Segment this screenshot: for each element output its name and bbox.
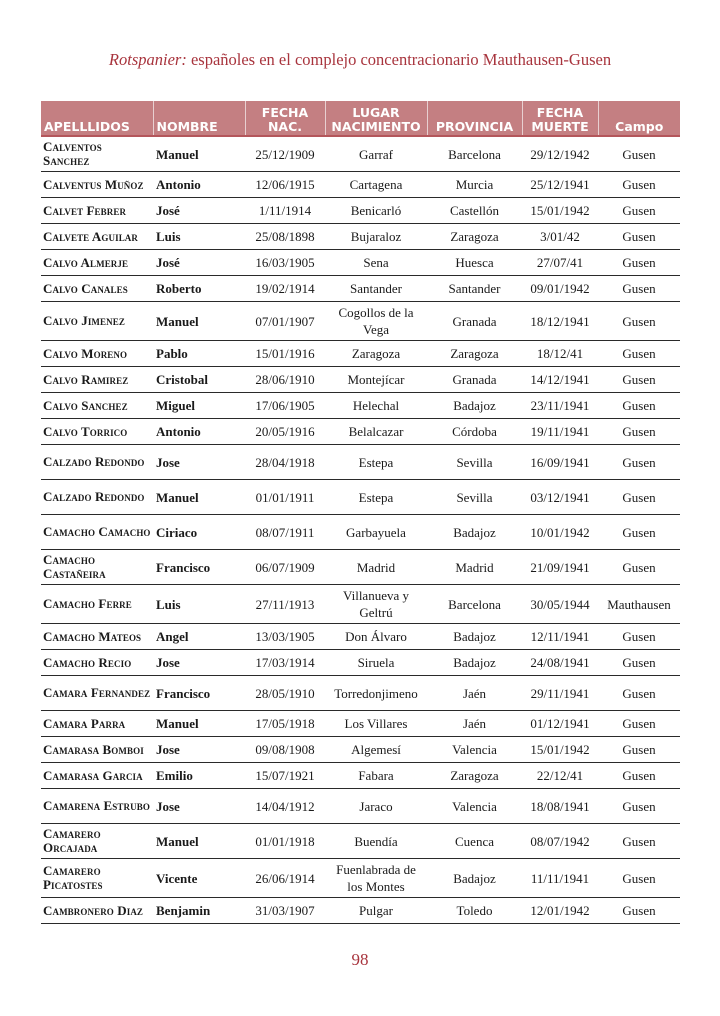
cell-apellidos: Camarero Orcajada bbox=[41, 824, 153, 859]
cell-apellidos: Calvet Febrer bbox=[41, 198, 153, 224]
cell-fecha-nac: 28/06/1910 bbox=[245, 367, 325, 393]
cell-lugar-nacimiento: Jaraco bbox=[325, 789, 427, 824]
cell-apellidos: Calvo Canales bbox=[41, 276, 153, 302]
cell-campo: Gusen bbox=[598, 515, 680, 550]
running-head bbox=[0, 50, 720, 70]
cell-fecha-muerte: 29/12/1942 bbox=[522, 136, 598, 172]
cell-fecha-nac: 01/01/1918 bbox=[245, 824, 325, 859]
cell-nombre: Cristobal bbox=[153, 367, 245, 393]
cell-campo: Gusen bbox=[598, 419, 680, 445]
header-apellidos: APELLLIDOS bbox=[41, 101, 153, 136]
cell-lugar-nacimiento: Estepa bbox=[325, 445, 427, 480]
cell-campo: Gusen bbox=[598, 198, 680, 224]
cell-provincia: Murcia bbox=[427, 172, 522, 198]
cell-provincia: Castellón bbox=[427, 198, 522, 224]
cell-provincia: Valencia bbox=[427, 737, 522, 763]
table-row bbox=[41, 763, 680, 789]
cell-fecha-muerte: 15/01/1942 bbox=[522, 198, 598, 224]
cell-campo: Gusen bbox=[598, 550, 680, 585]
cell-nombre: Antonio bbox=[153, 419, 245, 445]
table-row bbox=[41, 711, 680, 737]
cell-apellidos: Calzado Redondo bbox=[41, 445, 153, 480]
cell-provincia: Barcelona bbox=[427, 585, 522, 624]
running-head-text: españoles en el complejo concentracionario Mauthausen-Gusen bbox=[186, 50, 612, 69]
deportees-table bbox=[41, 101, 680, 924]
cell-campo: Gusen bbox=[598, 172, 680, 198]
table-row bbox=[41, 585, 680, 624]
cell-nombre: Manuel bbox=[153, 480, 245, 515]
header-provincia: PROVINCIA bbox=[427, 101, 522, 136]
cell-fecha-muerte: 18/08/1941 bbox=[522, 789, 598, 824]
cell-fecha-nac: 19/02/1914 bbox=[245, 276, 325, 302]
table-row bbox=[41, 624, 680, 650]
header-fecha-muerte: FECHA MUERTE bbox=[522, 101, 598, 136]
cell-nombre: Luis bbox=[153, 585, 245, 624]
cell-fecha-muerte: 03/12/1941 bbox=[522, 480, 598, 515]
cell-campo: Gusen bbox=[598, 711, 680, 737]
cell-fecha-nac: 28/05/1910 bbox=[245, 676, 325, 711]
table-row bbox=[41, 789, 680, 824]
cell-fecha-nac: 09/08/1908 bbox=[245, 737, 325, 763]
cell-nombre: Jose bbox=[153, 737, 245, 763]
cell-provincia: Barcelona bbox=[427, 136, 522, 172]
cell-apellidos: Calvo Ramirez bbox=[41, 367, 153, 393]
cell-lugar-nacimiento: Siruela bbox=[325, 650, 427, 676]
cell-lugar-nacimiento: Madrid bbox=[325, 550, 427, 585]
cell-lugar-nacimiento: Helechal bbox=[325, 393, 427, 419]
cell-lugar-nacimiento: Sena bbox=[325, 250, 427, 276]
cell-campo: Gusen bbox=[598, 302, 680, 341]
cell-lugar-nacimiento: Torredonjimeno bbox=[325, 676, 427, 711]
cell-fecha-muerte: 18/12/1941 bbox=[522, 302, 598, 341]
cell-fecha-muerte: 21/09/1941 bbox=[522, 550, 598, 585]
cell-lugar-nacimiento: Fabara bbox=[325, 763, 427, 789]
cell-apellidos: Camacho Ferre bbox=[41, 585, 153, 624]
cell-fecha-muerte: 18/12/41 bbox=[522, 341, 598, 367]
cell-fecha-nac: 06/07/1909 bbox=[245, 550, 325, 585]
cell-campo: Gusen bbox=[598, 737, 680, 763]
cell-fecha-nac: 17/05/1918 bbox=[245, 711, 325, 737]
cell-fecha-nac: 25/08/1898 bbox=[245, 224, 325, 250]
cell-apellidos: Calvo Jimenez bbox=[41, 302, 153, 341]
table-row bbox=[41, 419, 680, 445]
cell-apellidos: Camarero Picatostes bbox=[41, 859, 153, 898]
cell-campo: Gusen bbox=[598, 763, 680, 789]
cell-provincia: Huesca bbox=[427, 250, 522, 276]
running-head-italic: Rotspanier: bbox=[108, 50, 187, 69]
cell-fecha-muerte: 11/11/1941 bbox=[522, 859, 598, 898]
cell-nombre: Jose bbox=[153, 650, 245, 676]
cell-fecha-muerte: 3/01/42 bbox=[522, 224, 598, 250]
cell-apellidos: Calvo Sanchez bbox=[41, 393, 153, 419]
cell-nombre: Francisco bbox=[153, 550, 245, 585]
cell-provincia: Jaén bbox=[427, 676, 522, 711]
cell-nombre: Vicente bbox=[153, 859, 245, 898]
table-row bbox=[41, 367, 680, 393]
cell-apellidos: Camarasa Garcia bbox=[41, 763, 153, 789]
cell-nombre: Angel bbox=[153, 624, 245, 650]
table-row bbox=[41, 650, 680, 676]
cell-lugar-nacimiento: Algemesí bbox=[325, 737, 427, 763]
cell-nombre: Jose bbox=[153, 789, 245, 824]
cell-provincia: Granada bbox=[427, 367, 522, 393]
cell-nombre: Benjamin bbox=[153, 898, 245, 924]
cell-provincia: Sevilla bbox=[427, 480, 522, 515]
cell-lugar-nacimiento: Los Villares bbox=[325, 711, 427, 737]
cell-fecha-muerte: 22/12/41 bbox=[522, 763, 598, 789]
cell-nombre: Manuel bbox=[153, 302, 245, 341]
cell-lugar-nacimiento: Montejícar bbox=[325, 367, 427, 393]
cell-fecha-muerte: 08/07/1942 bbox=[522, 824, 598, 859]
table-row bbox=[41, 276, 680, 302]
cell-fecha-muerte: 10/01/1942 bbox=[522, 515, 598, 550]
cell-lugar-nacimiento: Benicarló bbox=[325, 198, 427, 224]
table-row bbox=[41, 859, 680, 898]
cell-provincia: Zaragoza bbox=[427, 763, 522, 789]
cell-fecha-nac: 1/11/1914 bbox=[245, 198, 325, 224]
cell-fecha-muerte: 25/12/1941 bbox=[522, 172, 598, 198]
cell-campo: Gusen bbox=[598, 898, 680, 924]
cell-lugar-nacimiento: Villanueva y Geltrú bbox=[325, 585, 427, 624]
cell-fecha-nac: 14/04/1912 bbox=[245, 789, 325, 824]
cell-campo: Gusen bbox=[598, 789, 680, 824]
cell-apellidos: Camara Parra bbox=[41, 711, 153, 737]
cell-apellidos: Calventus Muñoz bbox=[41, 172, 153, 198]
cell-provincia: Badajoz bbox=[427, 859, 522, 898]
cell-apellidos: Cambronero Diaz bbox=[41, 898, 153, 924]
cell-apellidos: Camacho Recio bbox=[41, 650, 153, 676]
header-nombre: NOMBRE bbox=[153, 101, 245, 136]
cell-nombre: José bbox=[153, 250, 245, 276]
cell-fecha-nac: 13/03/1905 bbox=[245, 624, 325, 650]
cell-nombre: Manuel bbox=[153, 711, 245, 737]
cell-apellidos: Camacho Mateos bbox=[41, 624, 153, 650]
cell-lugar-nacimiento: Garraf bbox=[325, 136, 427, 172]
cell-campo: Gusen bbox=[598, 276, 680, 302]
header-fecha-nac: FECHA NAC. bbox=[245, 101, 325, 136]
cell-nombre: Ciriaco bbox=[153, 515, 245, 550]
cell-apellidos: Calvo Moreno bbox=[41, 341, 153, 367]
cell-fecha-muerte: 23/11/1941 bbox=[522, 393, 598, 419]
cell-lugar-nacimiento: Santander bbox=[325, 276, 427, 302]
cell-fecha-nac: 01/01/1911 bbox=[245, 480, 325, 515]
cell-campo: Gusen bbox=[598, 341, 680, 367]
cell-fecha-nac: 17/06/1905 bbox=[245, 393, 325, 419]
cell-lugar-nacimiento: Don Álvaro bbox=[325, 624, 427, 650]
cell-fecha-muerte: 12/01/1942 bbox=[522, 898, 598, 924]
cell-fecha-nac: 15/01/1916 bbox=[245, 341, 325, 367]
cell-campo: Gusen bbox=[598, 624, 680, 650]
table-row bbox=[41, 302, 680, 341]
cell-lugar-nacimiento: Estepa bbox=[325, 480, 427, 515]
page-number: 98 bbox=[351, 950, 369, 969]
cell-nombre: Emilio bbox=[153, 763, 245, 789]
cell-provincia: Sevilla bbox=[427, 445, 522, 480]
cell-campo: Gusen bbox=[598, 136, 680, 172]
cell-nombre: Pablo bbox=[153, 341, 245, 367]
table-row bbox=[41, 676, 680, 711]
table-row bbox=[41, 198, 680, 224]
cell-fecha-muerte: 15/01/1942 bbox=[522, 737, 598, 763]
cell-nombre: Manuel bbox=[153, 824, 245, 859]
cell-provincia: Santander bbox=[427, 276, 522, 302]
cell-fecha-muerte: 16/09/1941 bbox=[522, 445, 598, 480]
cell-fecha-nac: 15/07/1921 bbox=[245, 763, 325, 789]
cell-provincia: Valencia bbox=[427, 789, 522, 824]
cell-fecha-muerte: 29/11/1941 bbox=[522, 676, 598, 711]
cell-nombre: Jose bbox=[153, 445, 245, 480]
cell-apellidos: Camacho Camacho bbox=[41, 515, 153, 550]
table-header-row bbox=[41, 101, 680, 136]
cell-campo: Gusen bbox=[598, 650, 680, 676]
cell-provincia: Toledo bbox=[427, 898, 522, 924]
cell-fecha-muerte: 14/12/1941 bbox=[522, 367, 598, 393]
cell-fecha-nac: 16/03/1905 bbox=[245, 250, 325, 276]
cell-provincia: Cuenca bbox=[427, 824, 522, 859]
table-row bbox=[41, 824, 680, 859]
cell-apellidos: Camara Fernandez bbox=[41, 676, 153, 711]
cell-apellidos: Camarena Estrubo bbox=[41, 789, 153, 824]
cell-provincia: Madrid bbox=[427, 550, 522, 585]
header-lugar-nacimiento: LUGAR NACIMIENTO bbox=[325, 101, 427, 136]
cell-nombre: Antonio bbox=[153, 172, 245, 198]
cell-fecha-nac: 27/11/1913 bbox=[245, 585, 325, 624]
cell-lugar-nacimiento: Buendía bbox=[325, 824, 427, 859]
cell-campo: Gusen bbox=[598, 859, 680, 898]
cell-lugar-nacimiento: Garbayuela bbox=[325, 515, 427, 550]
cell-lugar-nacimiento: Cogollos de la Vega bbox=[325, 302, 427, 341]
cell-fecha-muerte: 30/05/1944 bbox=[522, 585, 598, 624]
table-row bbox=[41, 737, 680, 763]
table-row bbox=[41, 445, 680, 480]
cell-fecha-nac: 31/03/1907 bbox=[245, 898, 325, 924]
cell-provincia: Badajoz bbox=[427, 393, 522, 419]
cell-provincia: Granada bbox=[427, 302, 522, 341]
cell-lugar-nacimiento: Cartagena bbox=[325, 172, 427, 198]
cell-apellidos: Calvo Torrico bbox=[41, 419, 153, 445]
cell-campo: Gusen bbox=[598, 480, 680, 515]
cell-fecha-muerte: 09/01/1942 bbox=[522, 276, 598, 302]
cell-fecha-muerte: 27/07/41 bbox=[522, 250, 598, 276]
table-row bbox=[41, 550, 680, 585]
cell-campo: Mauthausen bbox=[598, 585, 680, 624]
cell-apellidos: Camacho Castañeira bbox=[41, 550, 153, 585]
cell-fecha-nac: 12/06/1915 bbox=[245, 172, 325, 198]
cell-campo: Gusen bbox=[598, 367, 680, 393]
cell-fecha-muerte: 12/11/1941 bbox=[522, 624, 598, 650]
cell-provincia: Badajoz bbox=[427, 650, 522, 676]
table-row bbox=[41, 224, 680, 250]
cell-lugar-nacimiento: Belalcazar bbox=[325, 419, 427, 445]
cell-fecha-nac: 25/12/1909 bbox=[245, 136, 325, 172]
table-row bbox=[41, 250, 680, 276]
cell-fecha-nac: 08/07/1911 bbox=[245, 515, 325, 550]
table-row bbox=[41, 172, 680, 198]
cell-nombre: Manuel bbox=[153, 136, 245, 172]
cell-fecha-muerte: 01/12/1941 bbox=[522, 711, 598, 737]
cell-campo: Gusen bbox=[598, 676, 680, 711]
table-row bbox=[41, 136, 680, 172]
cell-apellidos: Calzado Redondo bbox=[41, 480, 153, 515]
table-row bbox=[41, 341, 680, 367]
cell-campo: Gusen bbox=[598, 824, 680, 859]
cell-campo: Gusen bbox=[598, 250, 680, 276]
table-row bbox=[41, 480, 680, 515]
cell-lugar-nacimiento: Bujaraloz bbox=[325, 224, 427, 250]
cell-fecha-nac: 20/05/1916 bbox=[245, 419, 325, 445]
cell-lugar-nacimiento: Pulgar bbox=[325, 898, 427, 924]
cell-fecha-nac: 07/01/1907 bbox=[245, 302, 325, 341]
cell-fecha-nac: 17/03/1914 bbox=[245, 650, 325, 676]
header-campo: Campo bbox=[598, 101, 680, 136]
table-row bbox=[41, 393, 680, 419]
cell-provincia: Córdoba bbox=[427, 419, 522, 445]
cell-fecha-nac: 28/04/1918 bbox=[245, 445, 325, 480]
cell-nombre: Francisco bbox=[153, 676, 245, 711]
cell-apellidos: Calvo Almerje bbox=[41, 250, 153, 276]
cell-fecha-muerte: 24/08/1941 bbox=[522, 650, 598, 676]
cell-nombre: Roberto bbox=[153, 276, 245, 302]
cell-campo: Gusen bbox=[598, 224, 680, 250]
cell-provincia: Badajoz bbox=[427, 515, 522, 550]
cell-provincia: Badajoz bbox=[427, 624, 522, 650]
cell-provincia: Zaragoza bbox=[427, 224, 522, 250]
table-body bbox=[41, 136, 680, 924]
cell-lugar-nacimiento: Zaragoza bbox=[325, 341, 427, 367]
cell-fecha-nac: 26/06/1914 bbox=[245, 859, 325, 898]
cell-nombre: Luis bbox=[153, 224, 245, 250]
cell-apellidos: Calvete Aguilar bbox=[41, 224, 153, 250]
cell-fecha-muerte: 19/11/1941 bbox=[522, 419, 598, 445]
table-row bbox=[41, 515, 680, 550]
cell-nombre: José bbox=[153, 198, 245, 224]
cell-apellidos: Calventos Sanchez bbox=[41, 136, 153, 172]
cell-apellidos: Camarasa Bomboi bbox=[41, 737, 153, 763]
cell-provincia: Jaén bbox=[427, 711, 522, 737]
cell-nombre: Miguel bbox=[153, 393, 245, 419]
cell-campo: Gusen bbox=[598, 393, 680, 419]
table-row bbox=[41, 898, 680, 924]
cell-campo: Gusen bbox=[598, 445, 680, 480]
cell-provincia: Zaragoza bbox=[427, 341, 522, 367]
cell-lugar-nacimiento: Fuenlabrada de los Montes bbox=[325, 859, 427, 898]
